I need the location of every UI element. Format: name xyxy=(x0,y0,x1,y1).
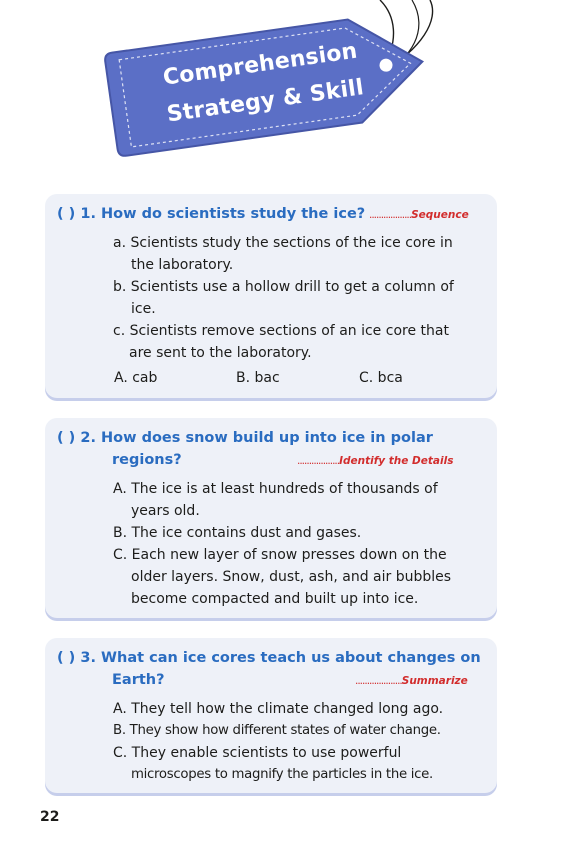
statement: b. Scientists use a hollow drill to get a column of xyxy=(113,279,454,295)
question-text: How do scientists study the ice? xyxy=(101,206,366,222)
page-number: 22 xyxy=(40,809,60,825)
question-number: 3. xyxy=(80,650,96,666)
question-1-line xyxy=(57,203,365,225)
question-card-1 xyxy=(45,194,497,398)
question-card-2 xyxy=(45,418,497,618)
question-3-line xyxy=(57,647,481,669)
statement: older layers. Snow, dust, ash, and air bubbles xyxy=(131,569,452,585)
statement: years old. xyxy=(131,503,200,519)
skill-label: ....................Summarize xyxy=(355,675,468,687)
statement: A. The ice is at least hundreds of thousands of xyxy=(113,481,438,497)
question-number: 1. xyxy=(80,206,96,222)
answer-blank[interactable]: ( ) xyxy=(57,650,76,666)
statement: microscopes to magnify the particles in the ice. xyxy=(131,767,433,782)
statement: ice. xyxy=(131,301,156,317)
skill-label: ..................Sequence xyxy=(369,209,469,221)
statement: B. They show how different states of water change. xyxy=(113,723,441,738)
answer-option-a[interactable]: A. cab xyxy=(114,370,158,386)
statement: C. They enable scientists to use powerful xyxy=(113,745,402,761)
statement: become compacted and built up into ice. xyxy=(131,591,419,607)
statement: a. Scientists study the sections of the ice core in xyxy=(113,235,453,251)
question-3-line-2: Earth? xyxy=(112,672,165,688)
statement: are sent to the laboratory. xyxy=(129,345,312,361)
question-text: How does snow build up into ice in polar xyxy=(101,430,433,446)
skill-label: ..................Identify the Details xyxy=(297,455,454,467)
question-text: What can ice cores teach us about changes on xyxy=(101,650,481,666)
question-number: 2. xyxy=(80,430,96,446)
tag-title-line1: Comprehension xyxy=(161,38,359,91)
answer-blank[interactable]: ( ) xyxy=(57,430,76,446)
statement: the laboratory. xyxy=(131,257,234,273)
question-card-3 xyxy=(45,638,497,793)
statement: c. Scientists remove sections of an ice core that xyxy=(113,323,449,339)
answer-option-b[interactable]: B. bac xyxy=(236,370,280,386)
answer-blank[interactable]: ( ) xyxy=(57,206,76,222)
question-2-line-2: regions? xyxy=(112,452,182,468)
question-2-line xyxy=(57,427,433,449)
answer-option-c[interactable]: C. bca xyxy=(359,370,403,386)
statement: A. They tell how the climate changed long ago. xyxy=(113,701,444,717)
statement: B. The ice contains dust and gases. xyxy=(113,525,362,541)
tag-title-line2: Strategy & Skill xyxy=(165,75,366,128)
statement: C. Each new layer of snow presses down on the xyxy=(113,547,447,563)
